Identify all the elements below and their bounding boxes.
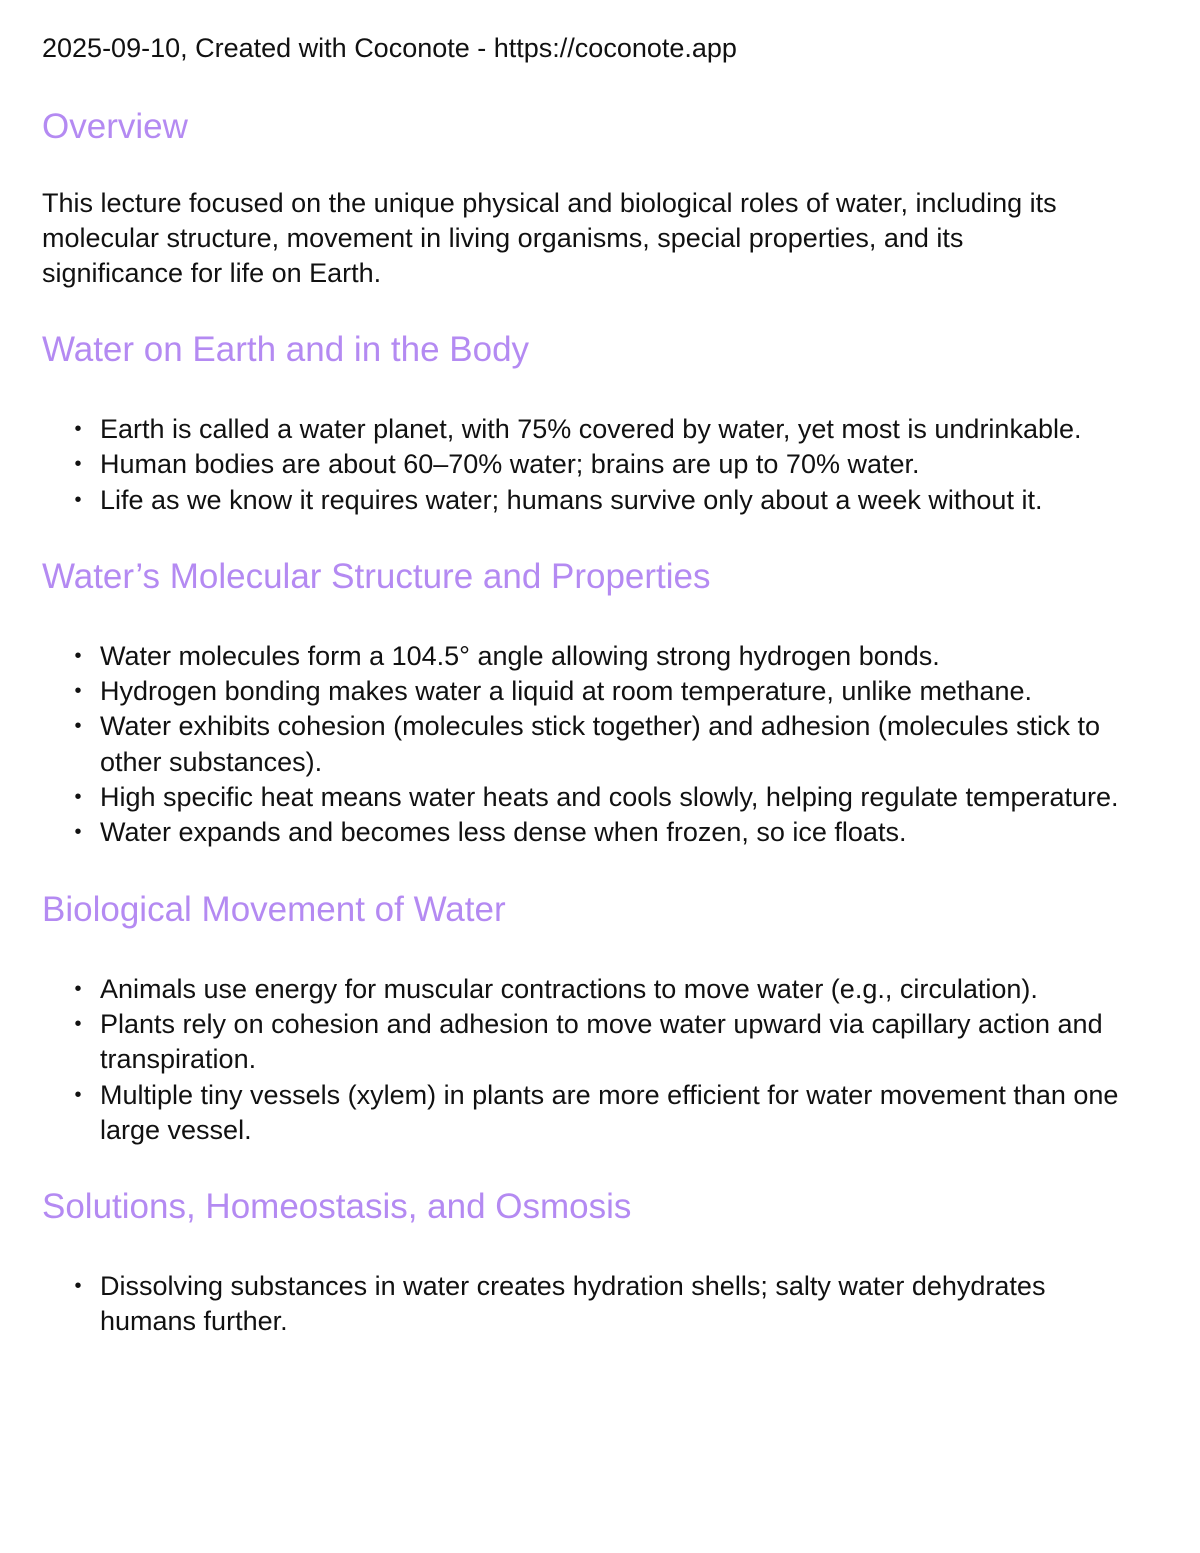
bullet-list-molecular-structure (42, 639, 1142, 851)
list-item (42, 447, 1142, 482)
bullet-icon: • (74, 488, 82, 511)
bullet-list-biological-movement (42, 972, 1142, 1148)
bullet-icon: • (74, 418, 82, 440)
document-header: 2025-09-10, Created with Coconote - https://coconote.app (42, 33, 737, 63)
document-page (42, 28, 1142, 1340)
list-item (42, 483, 1142, 518)
list-item-text: Animals use energy for muscular contractions to move water (e.g., circulation). (100, 973, 1038, 1004)
bullet-icon: • (74, 644, 82, 667)
list-item (42, 674, 1142, 709)
list-item (42, 1007, 1142, 1078)
list-item (42, 639, 1142, 674)
list-item-text: Water expands and becomes less dense when frozen, so ice floats. (100, 817, 907, 848)
list-item-text: Life as we know it requires water; humans survive only about a week without it. (100, 484, 1043, 515)
section-title-overview: Overview (42, 107, 188, 146)
bullet-icon: • (74, 453, 82, 476)
bullet-icon: • (74, 1275, 82, 1298)
list-item-text: Water molecules form a 104.5° angle allowing strong hydrogen bonds. (100, 640, 940, 671)
list-item (42, 1269, 1142, 1340)
list-item (42, 709, 1142, 780)
list-item-text: Human bodies are about 60–70% water; brains are up to 70% water. (100, 449, 920, 480)
list-item-text: Plants rely on cohesion and adhesion to move water upward via capillary action and transpiration. (100, 1008, 1103, 1075)
bullet-list-water-on-earth (42, 412, 1142, 518)
overview-paragraph: This lecture focused on the unique physical and biological roles of water, including its molecular structure, movement in living organisms, special properties, and its significance for life on Earth. (42, 188, 1057, 288)
list-item-text: Water exhibits cohesion (molecules stick together) and adhesion (molecules stick to other substances). (100, 711, 1100, 777)
section-title-biological-movement: Biological Movement of Water (42, 889, 506, 929)
list-item-text: High specific heat means water heats and cools slowly, helping regulate temperature. (100, 782, 1119, 813)
bullet-icon: • (74, 977, 82, 1000)
list-item (42, 815, 1142, 850)
list-item-text: Earth is called a water planet, with 75% covered by water, yet most is undrinkable. (100, 414, 1082, 444)
bullet-list-solutions-homeostasis (42, 1269, 1142, 1340)
section-title-water-on-earth: Water on Earth and in the Body (42, 330, 530, 369)
list-item (42, 1078, 1142, 1149)
list-item-text: Dissolving substances in water creates hydration shells; salty water dehydrates humans further. (100, 1271, 1046, 1337)
list-item (42, 972, 1142, 1007)
list-item (42, 412, 1142, 447)
bullet-icon: • (74, 786, 82, 809)
section-title-molecular-structure: Water’s Molecular Structure and Properties (42, 556, 711, 596)
section-title-solutions-homeostasis: Solutions, Homeostasis, and Osmosis (42, 1187, 632, 1227)
list-item-text: Hydrogen bonding makes water a liquid at room temperature, unlike methane. (100, 676, 1033, 707)
bullet-icon: • (74, 1012, 82, 1035)
bullet-icon: • (74, 821, 82, 844)
list-item (42, 780, 1142, 815)
list-item-text: Multiple tiny vessels (xylem) in plants are more efficient for water movement than one large vessel. (100, 1079, 1119, 1145)
bullet-icon: • (74, 715, 82, 738)
bullet-icon: • (74, 1083, 82, 1106)
bullet-icon: • (74, 680, 82, 703)
